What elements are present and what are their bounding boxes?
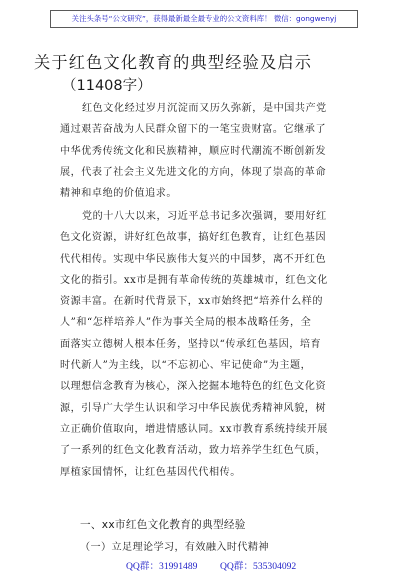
text-line: 代代相传。实现中华民族伟大复兴的中国梦，离不开红色 <box>60 253 327 265</box>
subsection-heading: （一）立足理论学习，有效融入时代精神 <box>80 542 269 553</box>
text-line: 源，引导广大学生认识和学习中华民族优秀精神风貌，树 <box>60 402 327 414</box>
text-line: 时代新人”为主线，以“不忘初心、牢记使命”为主题， <box>60 360 312 372</box>
text-line: 人”和“怎样培养人”作为事关全局的根本战略任务，全 <box>60 317 312 329</box>
text-line: 中华优秀传统文化和民族精神，顺应时代潮流不断创新发 <box>60 145 327 157</box>
qq-group-2: QQ群：535304092 <box>220 561 297 572</box>
text-line: 党的十八大以来，习近平总书记多次强调，要用好红 <box>82 211 327 222</box>
text-line: 文化的指引。xx市是拥有革命传统的英雄城市，红色文化 <box>60 274 328 286</box>
section-heading: 一、xx市红色文化教育的典型经验 <box>80 519 246 531</box>
document-title-wordcount: （11408字） <box>62 78 152 94</box>
text-line: 立正确价值取向，增进情感认同。xx市教育系统持续开展 <box>60 423 328 435</box>
text-line: 面落实立德树人根本任务，坚持以“传承红色基因，培育 <box>60 338 322 350</box>
promo-banner: 关注头条号“公文研究”，获得最新最全最专业的公文资料库！ 微信：gongwenyj <box>50 10 358 28</box>
text-line: 色文化资源，讲好红色故事，搞好红色教育，让红色基因 <box>60 232 327 244</box>
text-line: 通过艰苦奋战为人民群众留下的一笔宝贵财富。它继承了 <box>60 124 327 136</box>
text-line: 展，代表了社会主义先进文化的方向，体现了崇高的革命 <box>60 166 327 178</box>
text-line: 资源丰富。在新时代背景下，xx市始终把“培养什么样的 <box>60 296 323 308</box>
text-line: 红色文化经过岁月沉淀而又历久弥新，是中国共产党 <box>82 103 327 114</box>
paragraph-intro <box>60 98 352 204</box>
text-line: 以理想信念教育为核心，深入挖掘本地特色的红色文化资 <box>60 381 327 393</box>
text-line: 精神和卓绝的价值追求。 <box>60 188 178 200</box>
document-title: 关于红色文化教育的典型经验及启示 <box>34 53 313 72</box>
text-line: 厚植家国情怀，让红色基因代代相传。 <box>60 466 241 478</box>
qq-group-1: QQ群：31991489 <box>126 561 198 572</box>
paragraph-background <box>60 206 352 483</box>
text-line: 了一系列的红色文化教育活动，致力培养学生红色气质， <box>60 445 327 457</box>
